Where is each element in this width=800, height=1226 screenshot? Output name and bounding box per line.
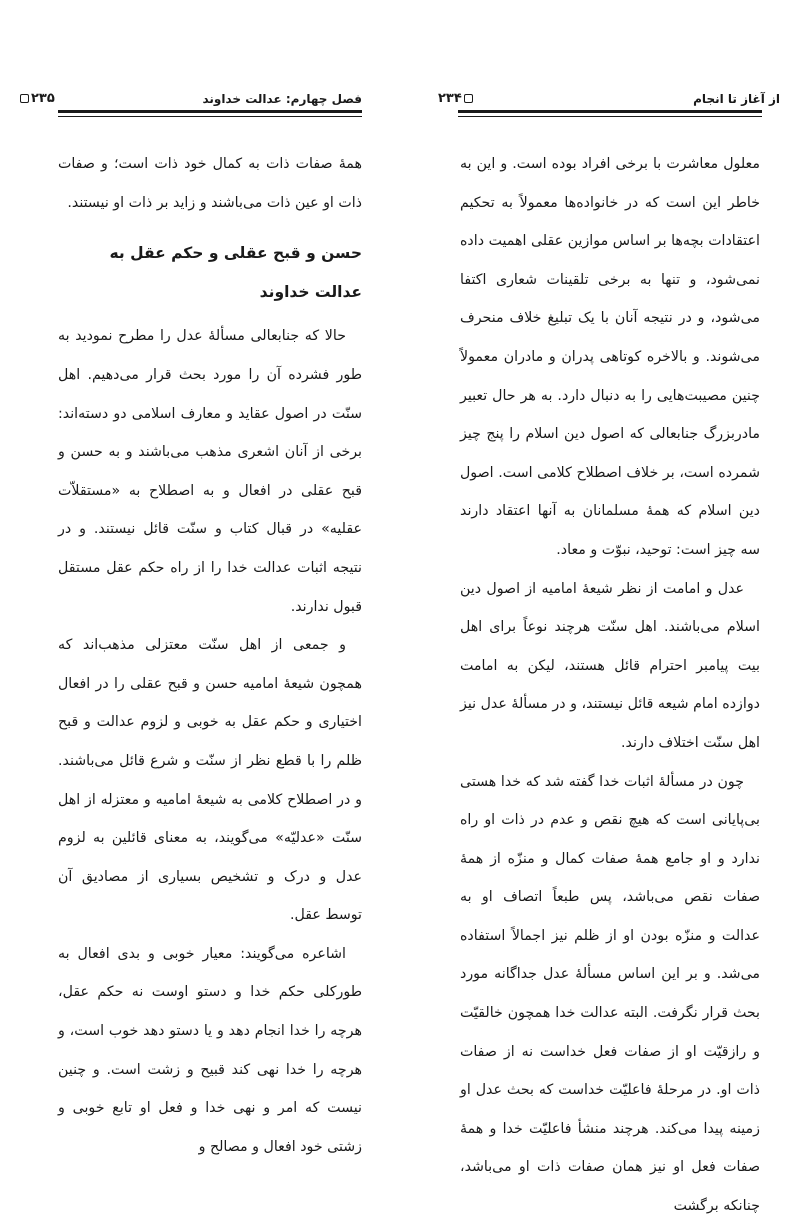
section-heading: حسن و قبح عقلی و حکم عقل به عدالت خداوند (109, 244, 362, 301)
page-marker-icon (20, 94, 29, 103)
header-rule-thin (58, 116, 362, 117)
right-page-number (438, 91, 473, 106)
left-paragraph-3: اشاعره می‌گویند: معیار خوبی و بدی افعال به طورکلی حکم خدا و دستو اوست نه حکم عقل، هرچه را خدا انجام دهد و یا دستو دهد خوب است، و هرچه را خدا نهی کند قبیح و زشت است. و چنین نیست که امر و نهی خدا و فعل او تابع خوبی و زشتی خود افعال و مصالح و (58, 945, 362, 1155)
left-page-number-text: ۲۳۵ (31, 91, 55, 106)
header-rule-thick (58, 110, 362, 113)
left-body-text (58, 145, 362, 1166)
right-paragraph-3: چون در مسألهٔ اثبات خدا گفته شد که خدا هستی بی‌پایانی است که هیچ نقص و عدم در ذات او راه ندارد و او جامع همهٔ صفات کمال و منزّه از همهٔ صفات نقص می‌باشد، پس طبعاً اتصاف او به عدالت و منزّه بودن او از ظلم نیز اجمالاً استفاده می‌شد. و بر این اساس مسألهٔ عدل جداگانه مورد بحث قرار نگرفت. البته عدالت خدا همچون خالقیّت و رازقیّت او از صفات فعل خداست نه از صفات ذات او. در مرحلهٔ فاعلیّت خداست که بحث عدل او زمینه پیدا می‌کند. هرچند منشأ فاعلیّت خدا و همهٔ صفات فعل او نیز همان صفات ذات او می‌باشد، چنانکه برگشت (460, 773, 760, 1215)
page-marker-icon (464, 94, 473, 103)
right-page-number-text: ۲۳۴ (438, 91, 462, 106)
right-body-text (460, 145, 760, 1226)
right-book-title: از آغاز تا انجام (693, 92, 780, 106)
right-page (400, 0, 800, 1215)
right-paragraph-2: عدل و امامت از نظر شیعهٔ امامیه از اصول دین اسلام می‌باشند. اهل سنّت هرچند نوعاً برای اهل بیت پیامبر احترام قائل هستند، لیکن به امامت دوازده امام شیعه قائل نیستند، و در مسألهٔ عدل نیز اهل سنّت اختلاف دارند. (460, 580, 760, 751)
left-paragraph-2: و جمعی از اهل سنّت معتزلی مذهب‌اند که همچون شیعهٔ امامیه حسن و قبح عقلی را در افعال اختیاری و حکم عقل به خوبی و لزوم عدالت و قبح ظلم را با قطع نظر از سنّت و شرع قائل می‌باشند. و در اصطلاح کلامی به شیعهٔ امامیه و معتزله از اهل سنّت «عدلیّه» می‌گویند، به معنای قائلین به لزوم عدل و درک و تشخیص بسیاری از مصادیق آن توسط عقل. (58, 637, 362, 924)
left-page (0, 0, 400, 1155)
right-running-head (400, 82, 800, 106)
left-page-number (20, 91, 55, 106)
left-chapter-title: فصل چهارم: عدالت خداوند (202, 92, 362, 106)
left-intro-paragraph: همهٔ صفات ذات به کمال خود ذات است؛ و صفات ذات او عین ذات می‌باشند و زاید بر ذات او نیستند. (58, 156, 362, 211)
right-paragraph-1: معلول معاشرت با برخی افراد بوده است. و این به خاطر این است که در خانواده‌ها معمولاً به تحکیم اعتقادات بچه‌ها بر اساس موازین عقلی اهمیت داده نمی‌شود، و تنها به برخی تلقینات شعاری اکتفا می‌شود، و در نتیجه آنان با یک تبلیغ خلاف منحرف می‌شوند. و بالاخره کوتاهی پدران و مادران معمولاً چنین مصیبت‌هایی را به دنبال دارد. به هر حال تعبیر مادربزرگ جنابعالی که اصول دین اسلام را پنج چیز شمرده است، بر خلاف اصطلاح کلامی است. اصول دین اسلام که همهٔ مسلمانان به آنها اعتقاد دارند سه چیز است: توحید، نبوّت و معاد. (460, 156, 760, 558)
header-rule-thin (458, 116, 762, 117)
left-running-head (0, 82, 400, 106)
header-rule-thick (458, 110, 762, 113)
left-paragraph-1: حالا که جنابعالی مسألهٔ عدل را مطرح نمودید به طور فشرده آن را مورد بحث قرار می‌دهیم. اهل سنّت در اصول عقاید و معارف اسلامی دو دسته‌اند: برخی از آنان اشعری مذهب می‌باشند و به حسن و قبح عقلی در افعال و به اصطلاح به «مستقلاّت عقلیه» در قبال کتاب و سنّت قائل نیستند. و در نتیجه اثبات عدالت خدا را از راه حکم عقل مستقل قبول ندارند. (58, 328, 362, 615)
